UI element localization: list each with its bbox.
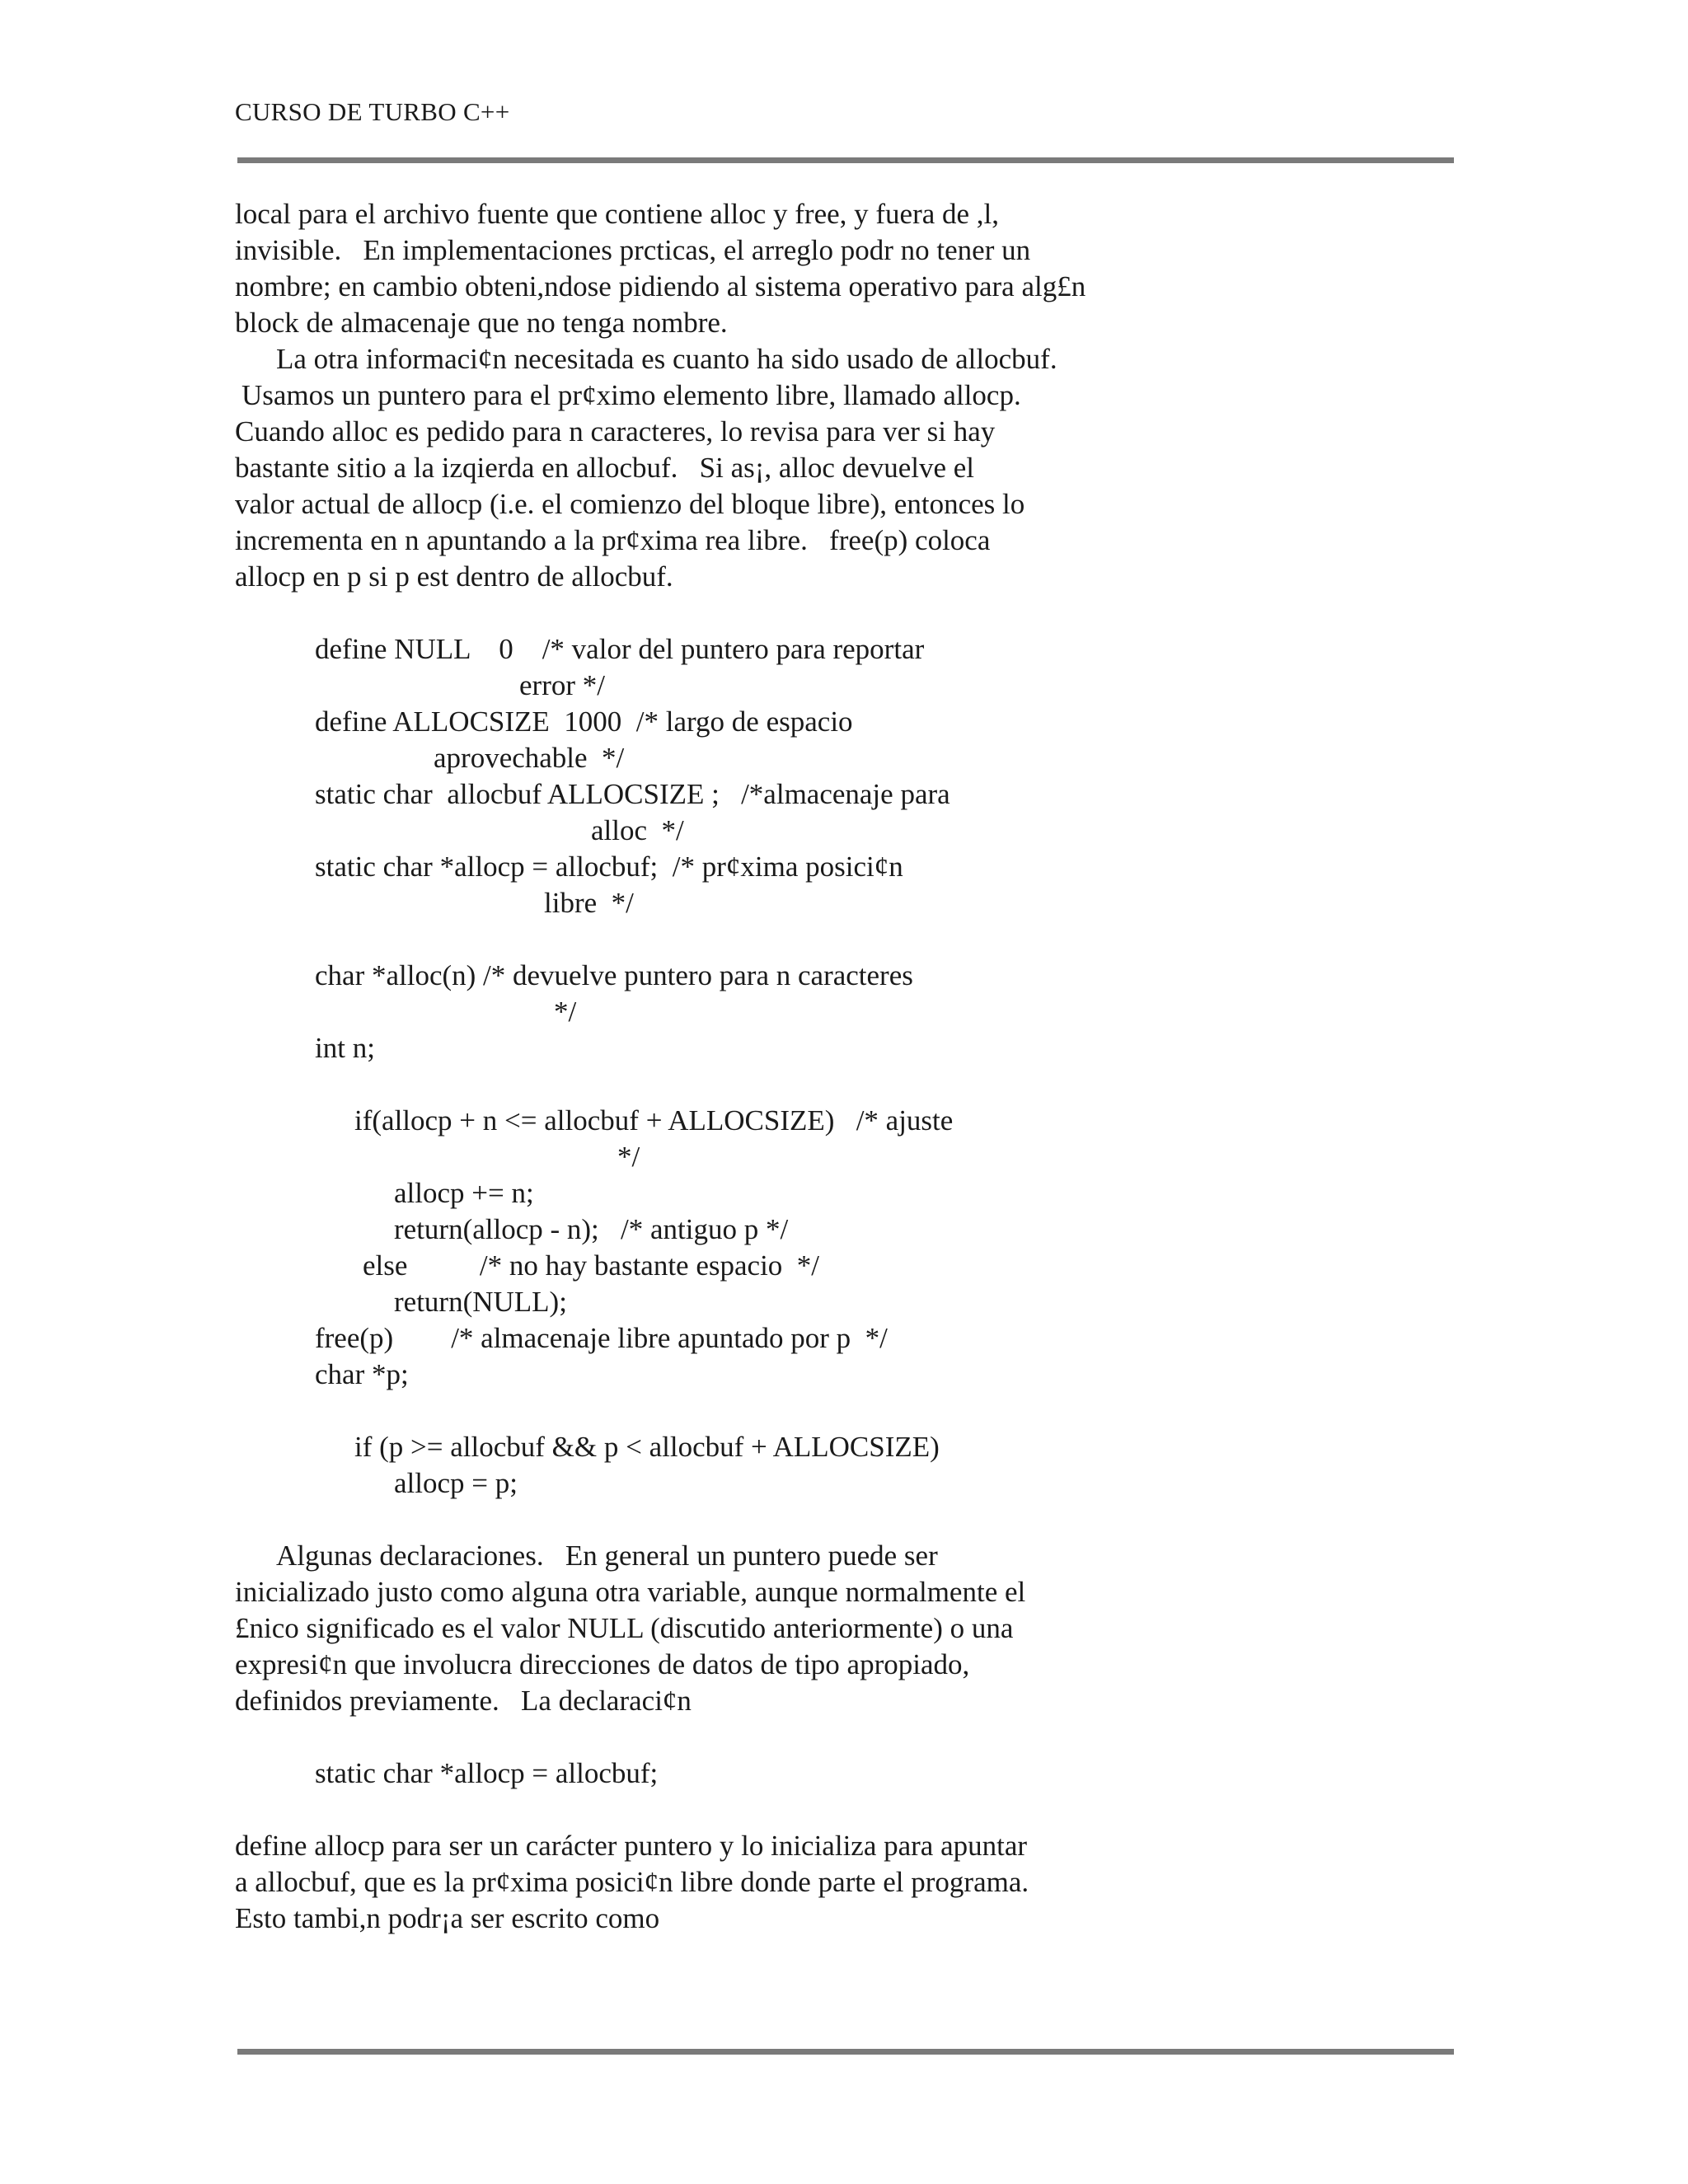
code-line: alloc */ <box>591 814 684 846</box>
text-line: bastante sitio a la izqierda en allocbuf. Si as¡, alloc devuelve el <box>235 452 975 484</box>
code-line: */ <box>617 1141 640 1173</box>
code-line: aprovechable */ <box>434 742 625 774</box>
code-line: static char *allocp = allocbuf; <box>315 1757 659 1789</box>
code-line: allocp += n; <box>394 1177 534 1209</box>
code-line: char *p; <box>315 1358 409 1390</box>
code-line: allocp = p; <box>394 1467 518 1499</box>
code-line: */ <box>554 996 577 1028</box>
code-line: int n; <box>315 1032 375 1064</box>
code-line: char *alloc(n) /* devuelve puntero para n caracteres <box>315 959 913 991</box>
text-line: £nico significado es el valor NULL (discutido anteriormente) o una <box>235 1612 1014 1644</box>
text-line: Usamos un puntero para el pr¢ximo elemento libre, llamado allocp. <box>241 379 1021 411</box>
code-line: libre */ <box>544 887 634 919</box>
text-line: Algunas declaraciones. En general un puntero puede ser <box>276 1540 938 1572</box>
text-line: Cuando alloc es pedido para n caracteres, lo revisa para ver si hay <box>235 415 996 448</box>
footer-rule <box>237 2049 1454 2055</box>
code-line: static char allocbuf ALLOCSIZE ; /*almacenaje para <box>315 778 950 810</box>
text-line: nombre; en cambio obteni,ndose pidiendo al sistema operativo para alg£n <box>235 270 1086 302</box>
code-line: return(NULL); <box>394 1286 567 1318</box>
text-line: valor actual de allocp (i.e. el comienzo del bloque libre), entonces lo <box>235 488 1025 520</box>
code-line: error */ <box>519 669 605 701</box>
code-line: define NULL 0 /* valor del puntero para reportar <box>315 633 925 665</box>
text-line: define allocp para ser un carácter puntero y lo inicializa para apuntar <box>235 1830 1028 1862</box>
text-line: inicializado justo como alguna otra variable, aunque normalmente el <box>235 1576 1026 1608</box>
code-line: if(allocp + n <= allocbuf + ALLOCSIZE) /* ajuste <box>354 1104 954 1137</box>
text-line: incrementa en n apuntando a la pr¢xima rea libre. free(p) coloca <box>235 524 991 556</box>
code-line: define ALLOCSIZE 1000 /* largo de espacio <box>315 705 853 738</box>
text-line: a allocbuf, que es la pr¢xima posici¢n libre donde parte el programa. <box>235 1866 1029 1898</box>
text-line: local para el archivo fuente que contiene alloc y free, y fuera de ,l, <box>235 198 1000 230</box>
header-rule <box>237 157 1454 163</box>
code-line: return(allocp - n); /* antiguo p */ <box>394 1213 789 1245</box>
code-line: free(p) /* almacenaje libre apuntado por p */ <box>315 1322 888 1354</box>
code-line: else /* no hay bastante espacio */ <box>363 1249 820 1282</box>
header-title: CURSO DE TURBO C++ <box>235 97 510 126</box>
text-line: Esto tambi,n podr¡a ser escrito como <box>235 1902 660 1934</box>
code-line: static char *allocp = allocbuf; /* pr¢xima posici¢n <box>315 851 903 883</box>
text-line: definidos previamente. La declaraci¢n <box>235 1685 692 1717</box>
text-line: La otra informaci¢n necesitada es cuanto ha sido usado de allocbuf. <box>276 343 1057 375</box>
text-line: allocp en p si p est dentro de allocbuf. <box>235 560 673 593</box>
text-line: block de almacenaje que no tenga nombre. <box>235 307 728 339</box>
text-line: invisible. En implementaciones prcticas, el arreglo podr no tener un <box>235 234 1031 266</box>
text-line: expresi¢n que involucra direcciones de datos de tipo apropiado, <box>235 1648 970 1680</box>
code-line: if (p >= allocbuf && p < allocbuf + ALLOCSIZE) <box>354 1431 940 1463</box>
